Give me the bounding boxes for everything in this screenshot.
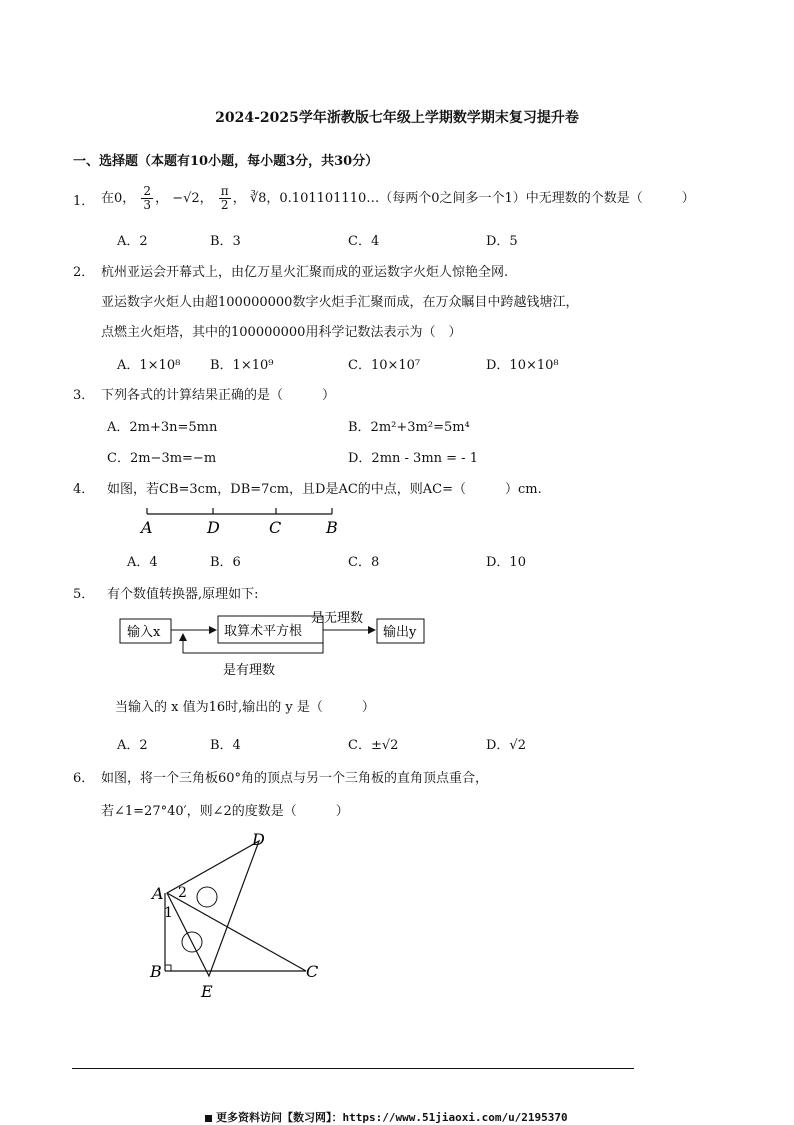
question-number: 5． (73, 587, 95, 602)
question-number: 1． (73, 194, 95, 209)
point-label-d: D (207, 518, 220, 537)
q1-option-d: D．5 (486, 234, 518, 249)
q2-option-c: C．10×10⁷ (348, 358, 421, 373)
q3-option-c: C．2m−3m=−m (107, 451, 217, 466)
fraction-pi-half: $\frac{\pi}{2}$ (220, 184, 229, 212)
question-number: 4． (73, 482, 95, 497)
q2-option-a: A．1×10⁸ (117, 358, 181, 373)
section-heading: 一、选择题（本题有10小题，每小题3分，共30分） (73, 154, 379, 169)
flag-icon (205, 1115, 212, 1122)
question-2-line-3: 点燃主火炬塔，其中的100000000用科学记数法表示为（ ） (101, 325, 462, 340)
q5-option-b: B．4 (210, 738, 241, 753)
q4-option-a: A．4 (127, 555, 158, 570)
triangle-diagram (140, 825, 340, 1005)
q2-option-b: B．1×10⁹ (210, 358, 274, 373)
q4-option-d: D．10 (486, 555, 526, 570)
label-rational: 是有理数 (223, 663, 276, 678)
point-label-a: A (152, 884, 164, 903)
question-5-question: 当输入的 x 值为16时,输出的 y 是（ ） (115, 700, 375, 715)
circle-hole-upper (197, 887, 217, 907)
q5-option-a: A．2 (117, 738, 148, 753)
converter-flowchart (115, 608, 435, 680)
q1-option-c: C．4 (348, 234, 380, 249)
question-6-line-2: 若∠1=27°40′，则∠2的度数是（ ） (101, 804, 349, 819)
cube-root-eight: ∛8 (249, 191, 267, 206)
question-5-stem: 有个数值转换器,原理如下: (107, 587, 259, 602)
q5-option-d: D．√2 (486, 738, 526, 753)
q3-option-a: A．2m+3n=5mn (107, 420, 218, 435)
point-label-b: B (150, 962, 162, 981)
question-number: 6． (73, 771, 95, 786)
page-title: 2024-2025学年浙教版七年级上学期数学期末复习提升卷 (215, 110, 579, 126)
q4-option-b: B．6 (210, 555, 241, 570)
question-6-line-1: 如图，将一个三角板60°角的顶点与另一个三角板的直角顶点重合， (101, 771, 489, 786)
angle-label-2: 2 (178, 885, 187, 901)
label-irrational: 是无理数 (311, 611, 364, 626)
output-box-label: 输出y (383, 625, 417, 640)
point-label-e: E (201, 982, 213, 1001)
side-ac (167, 893, 306, 971)
right-angle-mark (165, 965, 171, 971)
input-box-label: 输入x (127, 625, 161, 640)
question-1 (73, 190, 94, 209)
question-3-stem: 下列各式的计算结果正确的是（ ） (101, 388, 336, 403)
point-label-c: C (269, 518, 282, 537)
footer-link[interactable]: 更多资料访问【数习网】：https://www.51jiaoxi.com/u/2195370 (205, 1109, 568, 1125)
q1-option-a: A．2 (117, 234, 148, 249)
segment-diagram (135, 505, 350, 540)
point-label-d: D (252, 830, 265, 849)
q3-option-b: B．2m²+3m²=5m⁴ (348, 420, 470, 435)
triangle-ade (167, 841, 259, 976)
neg-sqrt-two: −√2 (172, 191, 200, 206)
q2-option-d: D．10×10⁸ (486, 358, 559, 373)
q5-option-c: C．±√2 (348, 738, 399, 753)
question-2-line-1: 杭州亚运会开幕式上，由亿万星火汇聚而成的亚运数字火炬人惊艳全网. (101, 265, 509, 280)
angle-label-1: 1 (164, 905, 173, 921)
fraction-two-thirds: $\frac{2}{3}$ (143, 184, 152, 212)
question-1-stem: 在0， $\frac{2}{3}$ ， −√2， $\frac{\pi}{2}$ ， ∛8，0.101101110…（每两个0之间多一个1）中无理数的个数是（ ） (101, 184, 695, 212)
sqrt-box-label: 取算术平方根 (224, 624, 303, 639)
q1-option-b: B．3 (210, 234, 241, 249)
point-label-c: C (306, 962, 319, 981)
question-number: 2． (73, 265, 95, 280)
question-2-line-2: 亚运数字火炬人由超100000000数字火炬手汇聚而成，在万众瞩目中跨越钱塘江， (101, 295, 579, 310)
question-number: 3． (73, 388, 95, 403)
question-4-stem: 如图，若CB=3cm，DB=7cm，且D是AC的中点，则AC=（ ）cm. (107, 482, 542, 497)
q4-option-c: C．8 (348, 555, 380, 570)
point-label-a: A (141, 518, 153, 537)
point-label-b: B (326, 518, 338, 537)
q3-option-d: D．2mn - 3mn = - 1 (348, 451, 478, 466)
footer-divider (72, 1068, 634, 1069)
